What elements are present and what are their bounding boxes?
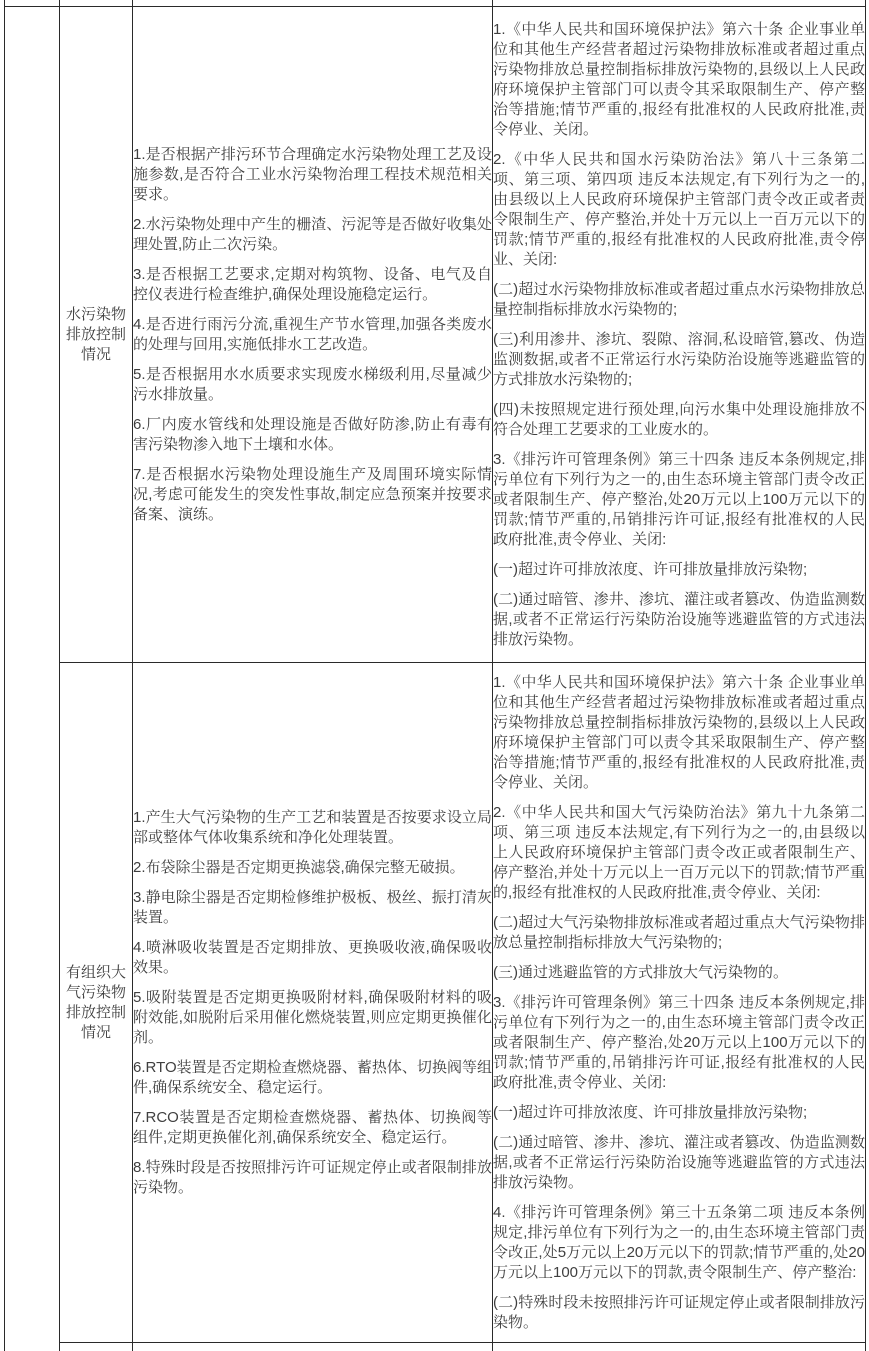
inspection-table: [4, 0, 866, 1351]
checklist-cell: [133, 7, 493, 663]
stub-cell: [493, 1343, 866, 1351]
checklist-item: 8.特殊时段是否按照排污许可证规定停止或者限制排放污染物。: [133, 1158, 492, 1196]
legal-paragraph: 3.《排污许可管理条例》第三十四条 违反本条例规定,排污单位有下列行为之一的,由生态环境主管部门责令改正或者限制生产、停产整治,处20万元以上100万元以下的罚款;情节严重的,吊销排污许可证,报经有批准权的人民政府批准,责令停业、关闭:: [493, 993, 865, 1091]
legal-paragraph: (三)通过逃避监管的方式排放大气污染物的。: [493, 963, 788, 981]
legal-paragraph: (二)通过暗管、渗井、渗坑、灌注或者篡改、伪造监测数据,或者不正常运行污染防治设施等逃避监管的方式违法排放污染物。: [493, 590, 865, 648]
checklist-item: 5.是否根据用水水质要求实现废水梯级利用,尽量减少污水排放量。: [133, 365, 492, 403]
category-cell: 水污染物排放控制情况: [60, 7, 133, 663]
legal-paragraph: (四)未按照规定进行预处理,向污水集中处理设施排放不符合处理工艺要求的工业废水的。: [493, 400, 865, 438]
legal-paragraph: 2.《中华人民共和国水污染防治法》第八十三条第二项、第三项、第四项 违反本法规定,有下列行为之一的,由县级以上人民政府环境保护主管部门责令改正或者责令限制生产、停产整治,并处十万元以上一百万元以下的罚款;情节严重的,报经有批准权的人民政府批准,责令停业、关闭:: [493, 150, 865, 268]
legal-paragraph: (二)超过大气污染物排放标准或者超过重点大气污染物排放总量控制指标排放大气污染物的;: [493, 913, 865, 951]
legal-paragraph: (二)特殊时段未按照排污许可证规定停止或者限制排放污染物。: [493, 1293, 865, 1331]
checklist-item: 3.是否根据工艺要求,定期对构筑物、设备、电气及自控仪表进行检查维护,确保处理设施稳定运行。: [133, 265, 492, 303]
checklist-item: 2.布袋除尘器是否定期更换滤袋,确保完整无破损。: [133, 858, 465, 876]
checklist-item: 7.是否根据水污染物处理设施生产及周围环境实际情况,考虑可能发生的突发性事故,制定应急预案并按要求备案、演练。: [133, 465, 492, 523]
checklist-item: 6.RTO装置是否定期检查燃烧器、蓄热体、切换阀等组件,确保系统安全、稳定运行。: [133, 1058, 492, 1096]
category-cell: 有组织大气污染物排放控制情况: [60, 663, 133, 1343]
legal-paragraph: (二)通过暗管、渗井、渗坑、灌注或者篡改、伪造监测数据,或者不正常运行污染防治设施等逃避监管的方式违法排放污染物。: [493, 1133, 865, 1191]
table-row: [5, 7, 866, 663]
table-body: [5, 7, 866, 1351]
checklist-item: 4.喷淋吸收装置是否定期排放、更换吸收液,确保吸收效果。: [133, 938, 492, 976]
legal-basis-cell: [493, 7, 866, 663]
left-spacer-cell: [5, 7, 60, 1351]
checklist-item: 1.是否根据产排污环节合理确定水污染物处理工艺及设施参数,是否符合工业水污染物治理工程技术规范相关要求。: [133, 145, 492, 203]
checklist-item: 3.静电除尘器是否定期检修维护极板、极丝、振打清灰装置。: [133, 888, 492, 926]
checklist-item: 2.水污染物处理中产生的栅渣、污泥等是否做好收集处理处置,防止二次污染。: [133, 215, 492, 253]
legal-paragraph: 1.《中华人民共和国环境保护法》第六十条 企业事业单位和其他生产经营者超过污染物排放标准或者超过重点污染物排放总量控制指标排放污染物的,县级以上人民政府环境保护主管部门可以责令其采取限制生产、停产整治等措施;情节严重的,报经有批准权的人民政府批准,责令停业、关闭。: [493, 673, 865, 791]
legal-paragraph: 1.《中华人民共和国环境保护法》第六十条 企业事业单位和其他生产经营者超过污染物排放标准或者超过重点污染物排放总量控制指标排放污染物的,县级以上人民政府环境保护主管部门可以责令其采取限制生产、停产整治等措施;情节严重的,报经有批准权的人民政府批准,责令停业、关闭。: [493, 20, 865, 138]
legal-paragraph: (二)超过水污染物排放标准或者超过重点水污染物排放总量控制指标排放水污染物的;: [493, 280, 865, 318]
checklist-item: 5.吸附装置是否定期更换吸附材料,确保吸附材料的吸附效能,如脱附后采用催化燃烧装置,则应定期更换催化剂。: [133, 988, 492, 1046]
checklist-item: 1.产生大气污染物的生产工艺和装置是否按要求设立局部或整体气体收集系统和净化处理装置。: [133, 808, 492, 846]
checklist-cell: [133, 663, 493, 1343]
legal-paragraph: (三)利用渗井、渗坑、裂隙、溶洞,私设暗管,篡改、伪造监测数据,或者不正常运行水污染防治设施等逃避监管的方式排放水污染物的;: [493, 330, 865, 388]
checklist-item: 6.厂内废水管线和处理设施是否做好防渗,防止有毒有害污染物渗入地下土壤和水体。: [133, 415, 492, 453]
legal-paragraph: (一)超过许可排放浓度、许可排放量排放污染物;: [493, 1103, 808, 1121]
table-row: [5, 663, 866, 1343]
stub-cell: [133, 1343, 493, 1351]
checklist-item: 4.是否进行雨污分流,重视生产节水管理,加强各类废水的处理与回用,实施低排水工艺改造。: [133, 315, 492, 353]
next-row-stub: [5, 1343, 866, 1351]
checklist-item: 7.RCO装置是否定期检查燃烧器、蓄热体、切换阀等组件,定期更换催化剂,确保系统安全、稳定运行。: [133, 1108, 492, 1146]
legal-paragraph: 3.《排污许可管理条例》第三十四条 违反本条例规定,排污单位有下列行为之一的,由生态环境主管部门责令改正或者限制生产、停产整治,处20万元以上100万元以下的罚款;情节严重的,吊销排污许可证,报经有批准权的人民政府批准,责令停业、关闭:: [493, 450, 865, 548]
legal-paragraph: (一)超过许可排放浓度、许可排放量排放污染物;: [493, 560, 808, 578]
stub-cell: [60, 1343, 133, 1351]
legal-basis-cell: [493, 663, 866, 1343]
legal-paragraph: 4.《排污许可管理条例》第三十五条第二项 违反本条例规定,排污单位有下列行为之一的,由生态环境主管部门责令改正,处5万元以上20万元以下的罚款;情节严重的,处20万元以上100万元以下的罚款,责令限制生产、停产整治:: [493, 1203, 865, 1281]
legal-paragraph: 2.《中华人民共和国大气污染防治法》第九十九条第二项、第三项 违反本法规定,有下列行为之一的,由县级以上人民政府环境保护主管部门责令改正或者限制生产、停产整治,并处十万元以上一百万元以下的罚款;情节严重的,报经有批准权的人民政府批准,责令停业、关闭:: [493, 803, 865, 901]
